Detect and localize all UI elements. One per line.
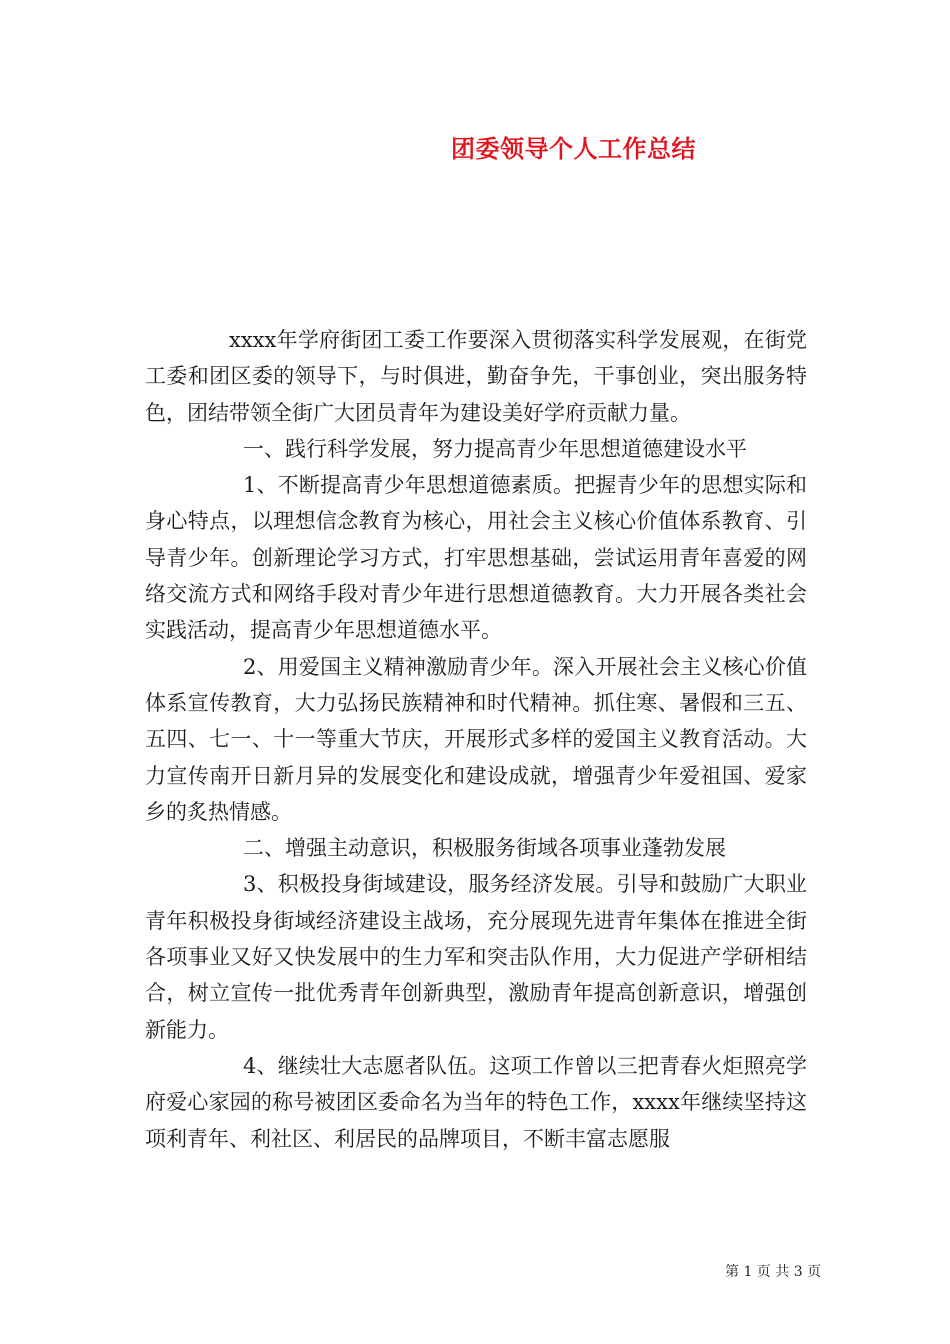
section-heading-1: 一、践行科学发展，努力提高青少年思想道德建设水平 <box>243 436 747 461</box>
paragraph-intro: xxxx年学府街团工委工作要深入贯彻落实科学发展观，在街党工委和团区委的领导下，与时俱进，勤奋争先，干事创业，突出服务特色，团结带领全街广大团员青年为建设美好学府贡献力量。 <box>145 328 807 425</box>
document-body <box>145 322 807 1157</box>
paragraph-item-3: 3、积极投身街域建设，服务经济发展。引导和鼓励广大职业青年积极投身街域经济建设主战场，充分展现先进青年集体在推进全街各项事业又好又快发展中的生力军和突击队作用，大力促进产学研相结合，树立宣传一批优秀青年创新典型，激励青年提高创新意识，增强创新能力。 <box>145 872 807 1042</box>
section-heading-2: 二、增强主动意识，积极服务街域各项事业蓬勃发展 <box>243 836 726 861</box>
paragraph-item-2: 2、用爱国主义精神激励青少年。深入开展社会主义核心价值体系宣传教育，大力弘扬民族精神和时代精神。抓住寒、暑假和三五、五四、七一、十一等重大节庆，开展形式多样的爱国主义教育活动。大力宣传南开日新月异的发展变化和建设成就，增强青少年爱祖国、爱家乡的炙热情感。 <box>145 654 807 824</box>
page-number: 第 1 页 共 3 页 <box>725 1264 822 1280</box>
paragraph-item-1: 1、不断提高青少年思想道德素质。把握青少年的思想实际和身心特点，以理想信念教育为核心，用社会主义核心价值体系教育、引导青少年。创新理论学习方式，打牢思想基础，尝试运用青年喜爱的网络交流方式和网络手段对青少年进行思想道德教育。大力开展各类社会实践活动，提高青少年思想道德水平。 <box>145 473 807 643</box>
paragraph-item-4: 4、继续壮大志愿者队伍。这项工作曾以三把青春火炬照亮学府爱心家园的称号被团区委命名为当年的特色工作，xxxx年继续坚持这项利青年、利社区、利居民的品牌项目，不断丰富志愿服 <box>145 1053 807 1151</box>
document-title: 团委领导个人工作总结 <box>451 134 696 163</box>
